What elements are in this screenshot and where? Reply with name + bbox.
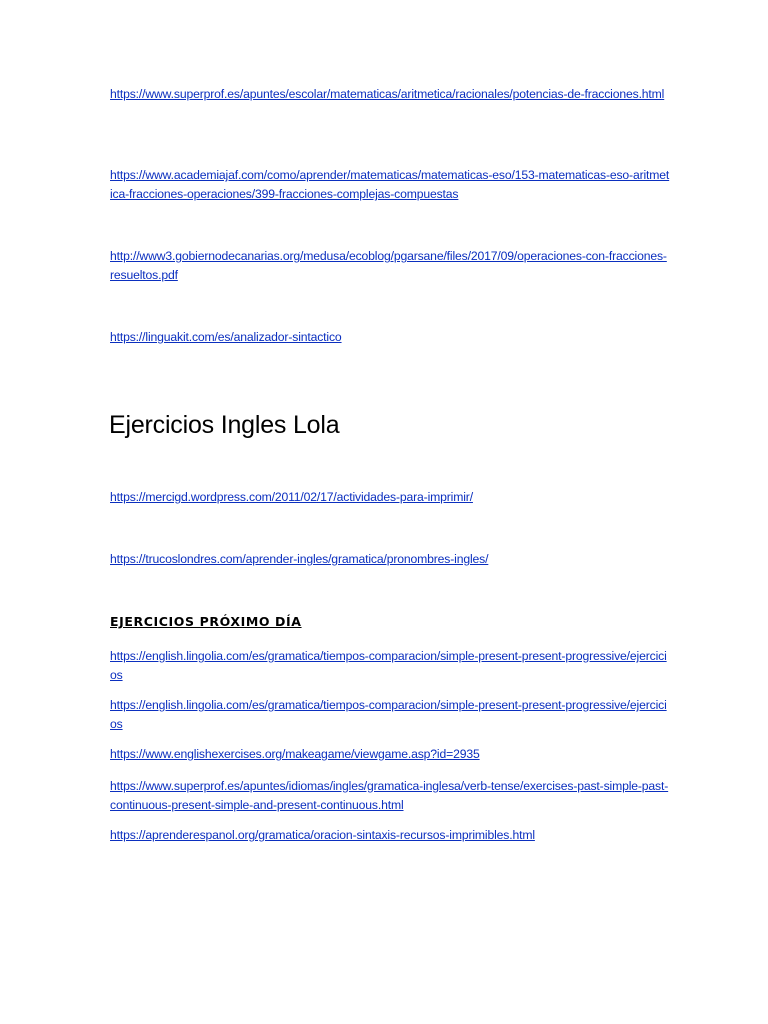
link-oracion-sintaxis[interactable]: https://aprenderespanol.org/gramatica/oracion-sintaxis-recursos-imprimibles.html xyxy=(110,828,535,842)
link-analizador-sintactico[interactable]: https://linguakit.com/es/analizador-sintactico xyxy=(110,330,342,344)
link-operaciones-con-fracciones[interactable]: http://www3.gobiernodecanarias.org/medusa/ecoblog/pgarsane/files/2017/09/operaciones-con-fracciones-resueltos.pdf xyxy=(110,249,667,282)
link-lingolia-ejercicios-1[interactable]: https://english.lingolia.com/es/gramatica/tiempos-comparacion/simple-present-present-progressive/ejercicios xyxy=(110,649,667,682)
link-actividades-para-imprimir[interactable]: https://mercigd.wordpress.com/2011/02/17/actividades-para-imprimir/ xyxy=(110,490,473,504)
link-fracciones-complejas[interactable]: https://www.academiajaf.com/como/aprender/matematicas/matematicas-eso/153-matematicas-eso-aritmetica-fracciones-operaciones/399-fracciones-complejas-compuestas xyxy=(110,168,670,201)
link-pronombres-ingles[interactable]: https://trucoslondres.com/aprender-ingles/gramatica/pronombres-ingles/ xyxy=(110,552,489,566)
subsection-heading-proximo-dia: EJERCICIOS PRÓXIMO DÍA xyxy=(110,614,302,629)
link-lingolia-ejercicios-2[interactable]: https://english.lingolia.com/es/gramatica/tiempos-comparacion/simple-present-present-progressive/ejercicios xyxy=(110,698,667,731)
link-englishexercises-game[interactable]: https://www.englishexercises.org/makeagame/viewgame.asp?id=2935 xyxy=(110,747,480,761)
section-heading-ejercicios-ingles: Ejercicios Ingles Lola xyxy=(109,411,340,439)
link-potencias-de-fracciones[interactable]: https://www.superprof.es/apuntes/escolar/matematicas/aritmetica/racionales/potencias-de-fracciones.html xyxy=(110,87,665,101)
link-superprof-verb-tense[interactable]: https://www.superprof.es/apuntes/idiomas/ingles/gramatica-inglesa/verb-tense/exercises-past-simple-past-continuous-present-simple-and-present-continuous.html xyxy=(110,779,669,812)
